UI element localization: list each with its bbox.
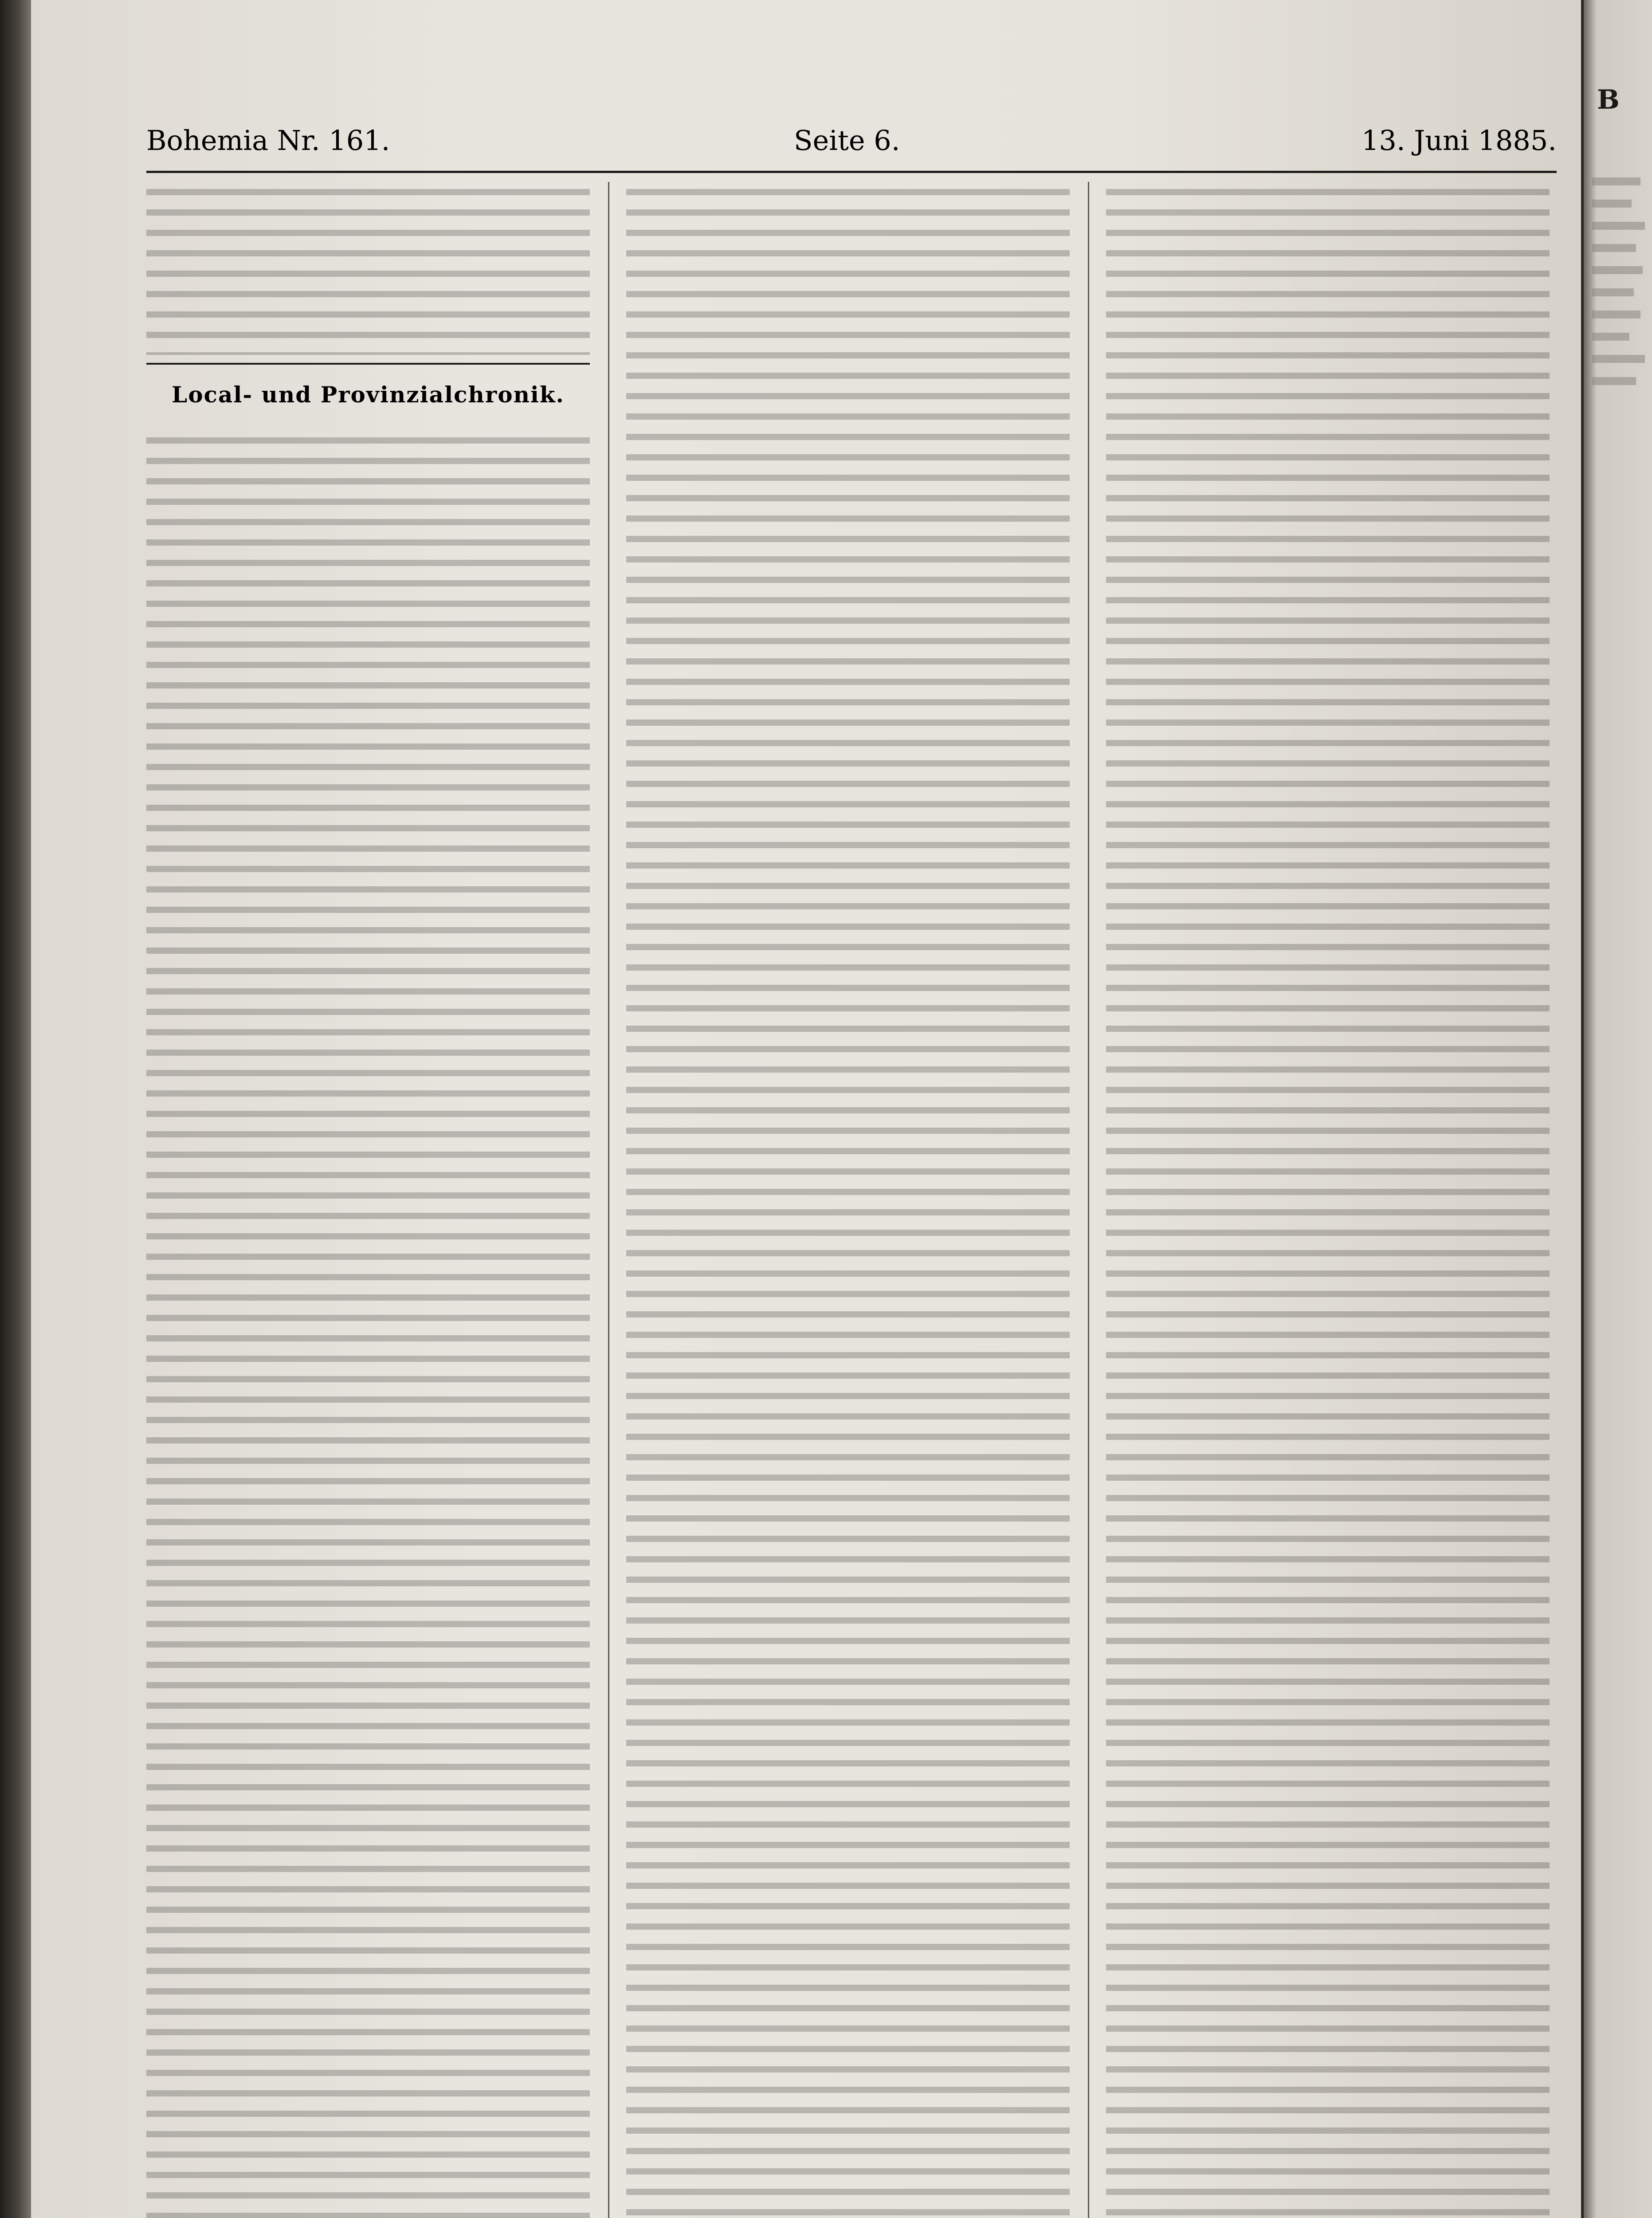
adjacent-text-line	[1592, 222, 1645, 230]
adjacent-text-line	[1592, 333, 1629, 341]
adjacent-text-line	[1592, 177, 1640, 185]
adjacent-page-edge	[1581, 0, 1652, 2218]
adjacent-text-line	[1592, 200, 1632, 208]
column-divider	[608, 182, 609, 2218]
adjacent-text-line	[1592, 288, 1634, 296]
issue-date: 13. Juni 1885.	[1361, 124, 1557, 157]
illegible-text-block	[146, 182, 590, 355]
illegible-text-block	[1106, 182, 1550, 2218]
adjacent-page-letter: B	[1597, 84, 1620, 115]
illegible-text-block	[626, 182, 1070, 2218]
section-title: Local- und Provinzialchronik.	[172, 381, 565, 408]
adjacent-text-line	[1592, 266, 1643, 274]
column-2	[626, 182, 1070, 2218]
illegible-text-block	[146, 430, 590, 2218]
column-1	[146, 182, 590, 2218]
column-divider	[1088, 182, 1089, 2218]
header-rule	[146, 171, 1557, 173]
scan-edge	[0, 0, 31, 2218]
adjacent-text-line	[1592, 311, 1640, 319]
column-3	[1106, 182, 1550, 2218]
masthead-issue: Bohemia Nr. 161.	[146, 124, 390, 157]
page-header	[146, 124, 1557, 160]
page-number: Seite 6.	[794, 124, 900, 157]
adjacent-text-line	[1592, 355, 1645, 363]
adjacent-text-line	[1592, 377, 1636, 385]
adjacent-text-line	[1592, 244, 1636, 252]
section-rule	[146, 363, 590, 365]
